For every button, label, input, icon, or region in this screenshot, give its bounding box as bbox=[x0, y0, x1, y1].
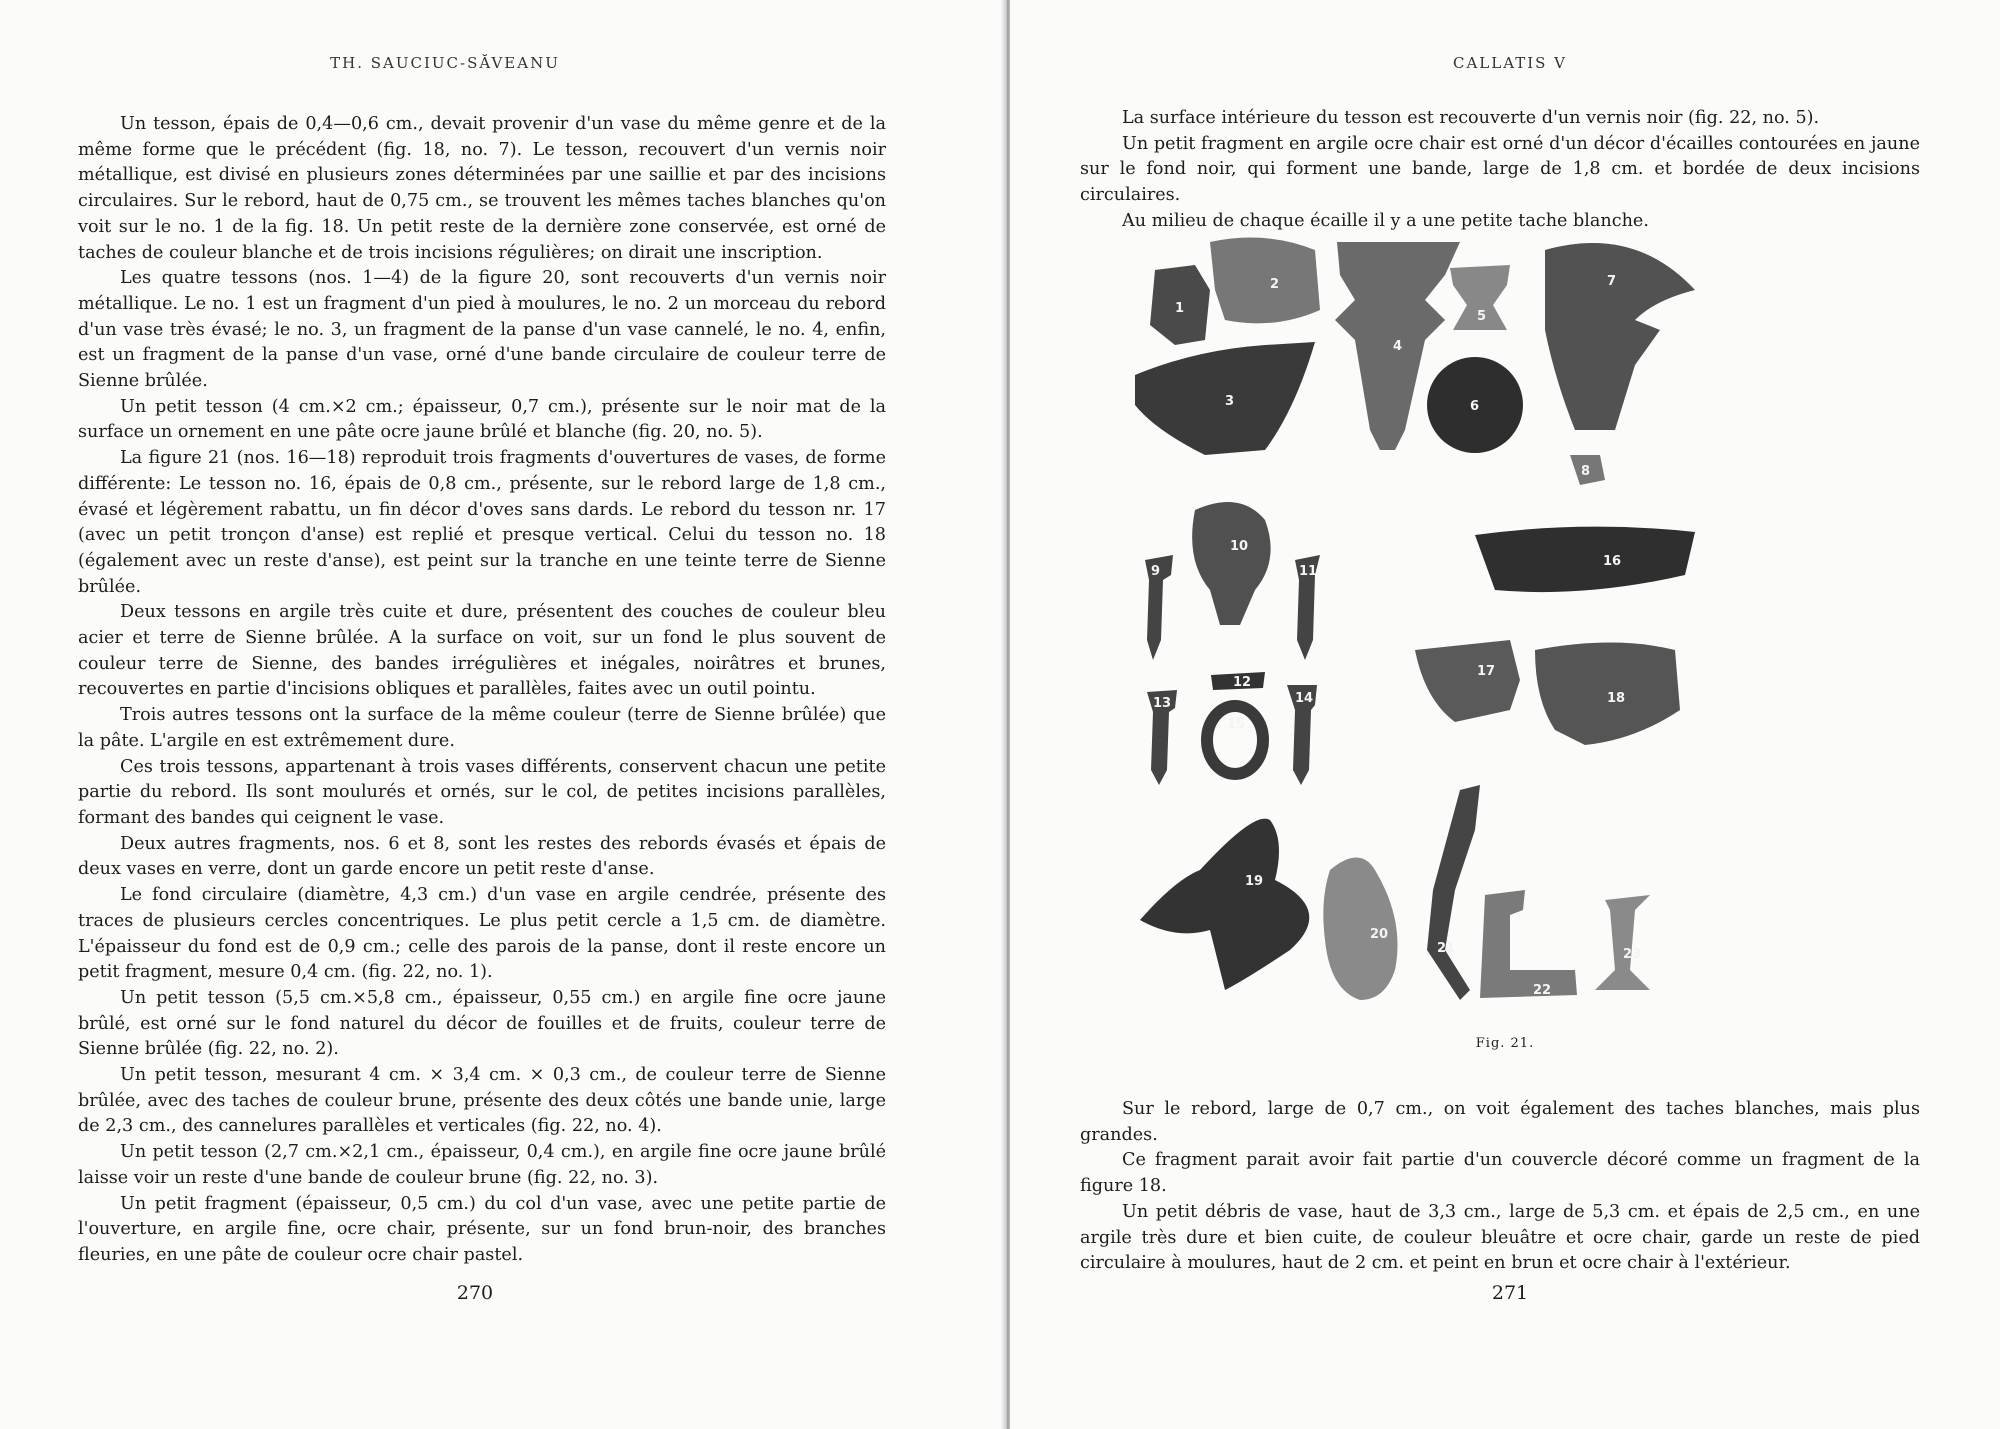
figure-label: 17 bbox=[1477, 664, 1496, 679]
paragraph: Trois autres tessons ont la surface de la même couleur (terre de Sienne brûlée) que la pâte. L'argile en est extrêmement dure. bbox=[78, 705, 886, 751]
artifact-19 bbox=[1140, 819, 1309, 990]
running-head-right: CALLATIS V bbox=[1452, 54, 1568, 72]
figure-label: 5 bbox=[1477, 309, 1487, 324]
artifact-22 bbox=[1480, 890, 1577, 998]
paragraph: Le fond circulaire (diamètre, 4,3 cm.) d'un vase en argile cendrée, présente des traces de plusieurs cercles concentriques. Le plus petit cercle a 1,5 cm. de diamètre. L'épaisseur du fond est de 0,9 cm.; celle des parois de la panse, dont il reste encore un petit fragment, mesure 0,4 cm. (fig. 22, no. 1). bbox=[78, 885, 886, 983]
paragraph: La figure 21 (nos. 16—18) reproduit trois fragments d'ouvertures de vases, de forme différente: Le tesson no. 16, épais de 0,8 cm., présente, sur le rebord large de 1,8 cm., évasé et légèrement rabattu, un fin décor d'oves sans dards. Le rebord du tesson nr. 17 (avec un petit tronçon d'anse) est replié et presque vertical. Celui du tesson no. 18 (également avec un reste d'anse), est peint sur la tranche en une teinte terre de Sienne brûlée. bbox=[78, 448, 886, 597]
paragraph: Deux tessons en argile très cuite et dure, présentent des couches de couleur bleu acier et terre de Sienne brûlée. A la surface on voit, sur un fond le plus souvent de couleur terre de Sienne, des bandes irrégulières et inégales, noirâtres et brunes, recouvertes en partie d'incisions obliques et parallèles, faites avec un outil pointu. bbox=[78, 602, 886, 700]
figure-label: 23 bbox=[1623, 947, 1642, 962]
paragraph: Un petit tesson, mesurant 4 cm. × 3,4 cm. × 0,3 cm., de couleur terre de Sienne brûlée, avec des taches de couleur brune, présente des deux côtés une bande unie, large de 2,3 cm., des cannelures parallèles et verticales (fig. 22, no. 4). bbox=[78, 1065, 886, 1137]
right-body-text-bottom bbox=[1080, 1097, 1920, 1277]
figure-label: 2 bbox=[1270, 277, 1280, 292]
figure-label: 6 bbox=[1470, 399, 1480, 414]
artifact-photographs bbox=[1115, 230, 1895, 1030]
figure-label: 19 bbox=[1245, 874, 1264, 889]
right-body-text-top bbox=[1080, 106, 1920, 235]
artifact-10 bbox=[1192, 502, 1270, 625]
paragraph: La surface intérieure du tesson est recouverte d'un vernis noir (fig. 22, no. 5). bbox=[1122, 108, 1820, 128]
right-page bbox=[1010, 0, 2000, 1429]
figure-label: 14 bbox=[1295, 691, 1314, 706]
figure-label: 13 bbox=[1153, 696, 1172, 711]
paragraph: Ces trois tessons, appartenant à trois vases différents, conservent chacun une petite partie du rebord. Ils sont moulurés et ornés, sur le col, de petites incisions parallèles, formant des bandes qui ceignent le vase. bbox=[78, 756, 886, 828]
paragraph: Un petit débris de vase, haut de 3,3 cm., large de 5,3 cm. et épais de 2,5 cm., en une argile très dure et bien cuite, de couleur bleuâtre et ocre chair, garde un reste de pied circulaire à moulures, haut de 2 cm. et peint en brun et ocre chair à l'extérieur. bbox=[1080, 1201, 1920, 1274]
running-head-left: TH. SAUCIUC-SĂVEANU bbox=[330, 54, 560, 72]
artifact-7 bbox=[1545, 243, 1695, 430]
paragraph: Un petit tesson (2,7 cm.×2,1 cm., épaisseur, 0,4 cm.), en argile fine ocre jaune brûlé laisse voir un reste d'une bande de couleur brune (fig. 22, no. 3). bbox=[78, 1142, 886, 1188]
figure-label: 10 bbox=[1230, 539, 1249, 554]
left-body-text bbox=[78, 112, 886, 1269]
figure-label: 21 bbox=[1437, 941, 1456, 956]
figure-label: 11 bbox=[1299, 564, 1318, 579]
figure-caption: Fig. 21. bbox=[1475, 1036, 1535, 1051]
figure-label: 8 bbox=[1581, 464, 1591, 479]
figure-label: 9 bbox=[1151, 564, 1161, 579]
artifact-23 bbox=[1595, 895, 1650, 990]
figure-label: 22 bbox=[1533, 983, 1552, 998]
artifact-17 bbox=[1415, 640, 1520, 722]
figure-label: 7 bbox=[1607, 274, 1617, 289]
paragraph: Sur le rebord, large de 0,7 cm., on voit également des taches blanches, mais plus grandes. bbox=[1080, 1099, 1920, 1145]
figure-label: 20 bbox=[1370, 927, 1389, 942]
paragraph: Un petit tesson (4 cm.×2 cm.; épaisseur, 0,7 cm.), présente sur le noir mat de la surface un ornement en une pâte ocre jaune brûlé et blanche (fig. 20, no. 5). bbox=[78, 396, 886, 443]
paragraph: Les quatre tessons (nos. 1—4) de la figure 20, sont recouverts d'un vernis noir métallique. Le no. 1 est un fragment d'un pied à moulures, le no. 2 un morceau du rebord d'un vase très évasé; le no. 3, un fragment de la panse d'un vase cannelé, le no. 4, enfin, est un fragment de la panse d'un vase, orné d'une bande circulaire de couleur terre de Sienne brûlée. bbox=[78, 268, 886, 392]
figure-label: 12 bbox=[1233, 675, 1252, 690]
paragraph: Un tesson, épais de 0,4—0,6 cm., devait provenir d'un vase du même genre et de la même forme que le précédent (fig. 18, no. 7). Le tesson, recouvert d'un vernis noir métallique, est divisé en plusieurs zones déterminées par une saillie et par des incisions circulaires. Sur le rebord, haut de 0,75 cm., se trouvent les mêmes taches blanches qu'on voit sur le no. 1 de la fig. 18. Un petit reste de la dernière zone conservée, est orné de taches de couleur blanche et de trois incisions régulières; on dirait une inscription. bbox=[78, 114, 886, 263]
paragraph: Un petit tesson (5,5 cm.×5,8 cm., épaisseur, 0,55 cm.) en argile fine ocre jaune brûlé, est orné sur le fond naturel du décor de fouilles et de fruits, couleur terre de Sienne brûlée (fig. 22, no. 2). bbox=[78, 987, 886, 1060]
figure-label: 16 bbox=[1603, 554, 1622, 569]
figure-label: 1 bbox=[1175, 301, 1185, 316]
page-number-left: 270 bbox=[456, 1282, 494, 1304]
paragraph: Un petit fragment en argile ocre chair est orné d'un décor d'écailles contourées en jaune sur le fond noir, qui forment une bande, large de 1,8 cm. et bordée de deux incisions circulaires. bbox=[1080, 133, 1920, 206]
figure-label: 18 bbox=[1607, 691, 1626, 706]
paragraph: Ce fragment parait avoir fait partie d'un couvercle décoré comme un fragment de la figure 18. bbox=[1080, 1150, 1920, 1197]
figure-21-photo-plate bbox=[1115, 230, 1895, 1060]
artifact-2 bbox=[1210, 238, 1320, 324]
figure-label: 4 bbox=[1393, 339, 1403, 354]
page-number-right: 271 bbox=[1491, 1282, 1529, 1304]
paragraph: Un petit fragment (épaisseur, 0,5 cm.) du col d'un vase, avec une petite partie de l'ouverture, en argile fine, ocre chair, présente, sur un fond brun-noir, des branches fleuries, en une pâte de couleur ocre chair pastel. bbox=[78, 1193, 886, 1265]
figure-label: 3 bbox=[1225, 394, 1235, 409]
paragraph: Au milieu de chaque écaille il y a une petite tache blanche. bbox=[1122, 210, 1649, 231]
figure-label: 15 bbox=[1227, 717, 1246, 732]
artifact-16 bbox=[1475, 527, 1695, 592]
paragraph: Deux autres fragments, nos. 6 et 8, sont les restes des rebords évasés et épais de deux vases en verre, dont un garde encore un petit reste d'anse. bbox=[78, 833, 886, 880]
artifact-21 bbox=[1427, 785, 1480, 1000]
